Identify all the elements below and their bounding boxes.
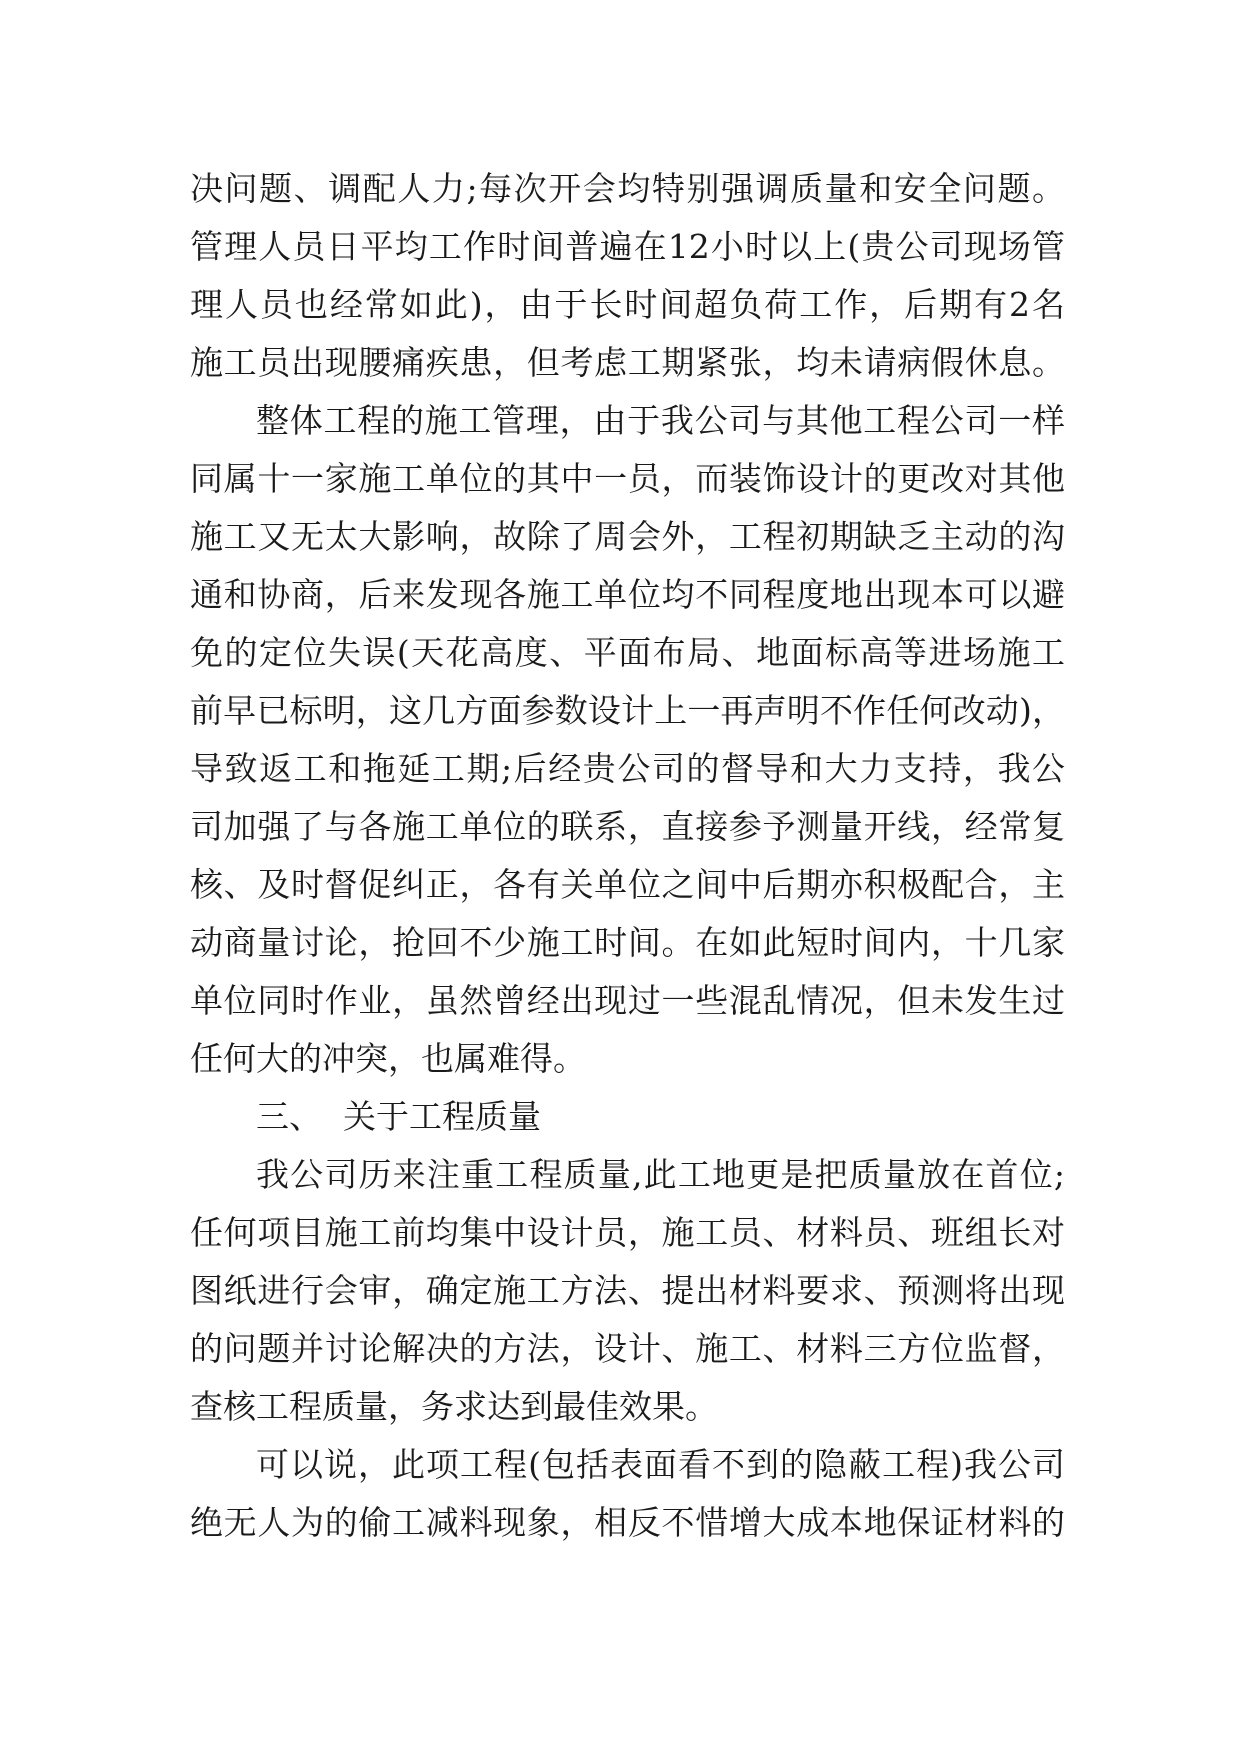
paragraph-line: 图纸进行会审，确定施工方法、提出材料要求、预测将出现: [190, 1271, 1065, 1310]
paragraph-line: 绝无人为的偷工减料现象，相反不惜增大成本地保证材料的: [190, 1503, 1065, 1542]
paragraph-line: 导致返工和拖延工期;后经贵公司的督导和大力支持，我公: [190, 749, 1065, 788]
paragraph-line: 核、及时督促纠正，各有关单位之间中后期亦积极配合，主: [190, 865, 1065, 904]
body-text: [190, 160, 1065, 1552]
paragraph-line: 动商量讨论，抢回不少施工时间。在如此短时间内，十几家: [190, 923, 1065, 962]
paragraph-line: 前早已标明，这几方面参数设计上一再声明不作任何改动)，: [190, 691, 1065, 730]
paragraph-line: 决问题、调配人力;每次开会均特别强调质量和安全问题。: [190, 169, 1065, 208]
paragraph-line: 我公司历来注重工程质量,此工地更是把质量放在首位;: [256, 1155, 1065, 1194]
paragraph-line: 任何项目施工前均集中设计员，施工员、材料员、班组长对: [190, 1213, 1065, 1252]
paragraph-line: 的问题并讨论解决的方法，设计、施工、材料三方位监督，: [190, 1329, 1065, 1368]
paragraph-line: 管理人员日平均工作时间普遍在12小时以上(贵公司现场管: [190, 227, 1065, 266]
paragraph-line: 整体工程的施工管理，由于我公司与其他工程公司一样: [256, 401, 1065, 440]
paragraph-line: 通和协商，后来发现各施工单位均不同程度地出现本可以避: [190, 575, 1065, 614]
paragraph-line: 免的定位失误(天花高度、平面布局、地面标高等进场施工: [190, 633, 1065, 672]
paragraph-line: 施工员出现腰痛疾患，但考虑工期紧张，均未请病假休息。: [190, 343, 1065, 382]
paragraph-line: 同属十一家施工单位的其中一员，而装饰设计的更改对其他: [190, 459, 1065, 498]
paragraph-line: 司加强了与各施工单位的联系，直接参予测量开线，经常复: [190, 807, 1065, 846]
paragraph-line: 理人员也经常如此)，由于长时间超负荷工作，后期有2名: [190, 285, 1065, 324]
section-heading: 三、 关于工程质量: [256, 1097, 541, 1136]
paragraph-line: 单位同时作业，虽然曾经出现过一些混乱情况，但未发生过: [190, 981, 1065, 1020]
paragraph-line: 查核工程质量，务求达到最佳效果。: [190, 1387, 718, 1426]
paragraph-line: 施工又无太大影响，故除了周会外，工程初期缺乏主动的沟: [190, 517, 1065, 556]
paragraph-line: 可以说，此项工程(包括表面看不到的隐蔽工程)我公司: [256, 1445, 1065, 1484]
paragraph-line: 任何大的冲突，也属难得。: [190, 1039, 586, 1078]
